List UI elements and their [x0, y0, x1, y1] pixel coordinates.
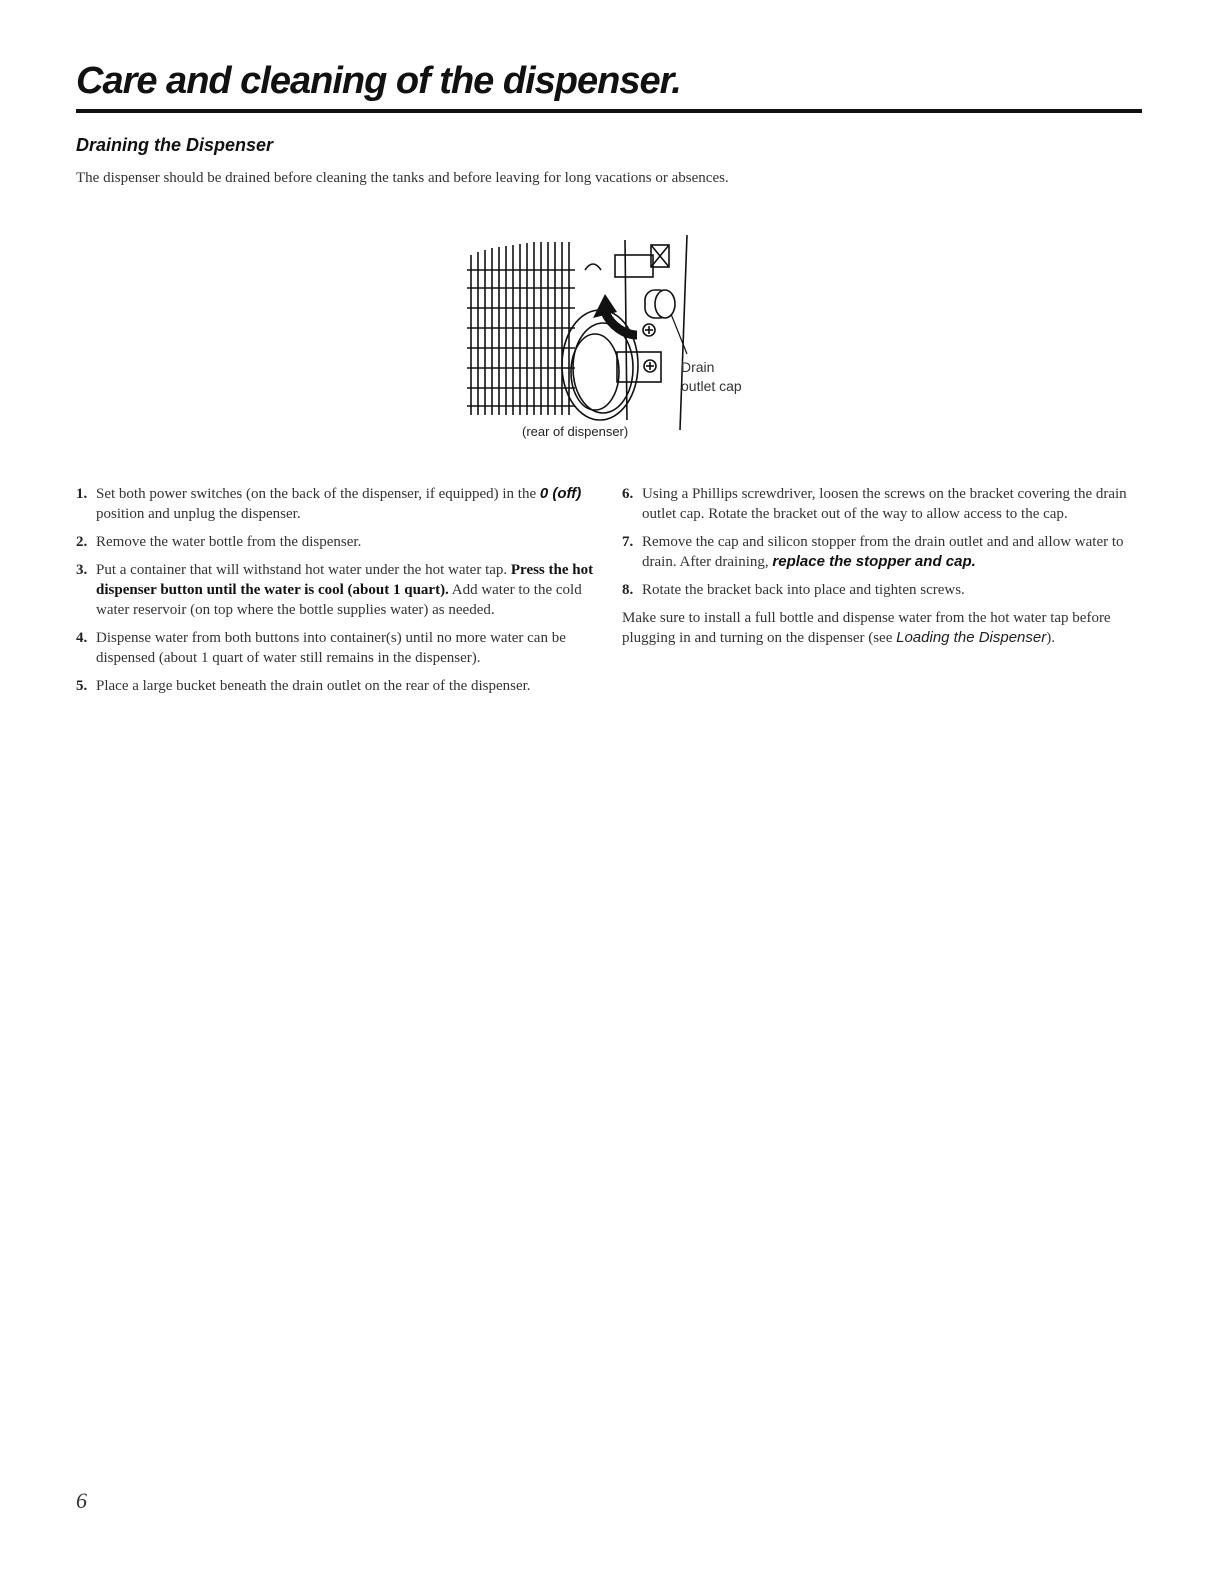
- replace-stopper-emphasis: replace the stopper and cap.: [772, 553, 976, 570]
- dispenser-rear-illustration: [465, 230, 765, 445]
- drain-outlet-cap: [645, 290, 675, 318]
- callout-line-2: outlet cap: [681, 378, 742, 394]
- step-number: 4.: [76, 630, 88, 646]
- step-text-part: position and unplug the dispenser.: [96, 506, 301, 522]
- grille-bars: [467, 242, 575, 415]
- step-1: [76, 484, 596, 524]
- step-5: [76, 676, 596, 696]
- step-4: [76, 628, 596, 668]
- step-text-part: Add water to the cold water reservoir (on top where the bottle supplies water) as needed.: [96, 582, 582, 618]
- step-text: Dispense water from both buttons into container(s) until no more water can be dispensed (about 1 quart of water still remains in the dispenser).: [96, 630, 566, 666]
- intro-paragraph: The dispenser should be drained before cleaning the tanks and before leaving for long vacations or absences.: [76, 170, 729, 186]
- upper-bracket: [585, 245, 669, 277]
- loading-dispenser-reference: Loading the Dispenser: [896, 629, 1047, 646]
- step-number: 1.: [76, 486, 88, 502]
- page-number: 6: [76, 1488, 87, 1513]
- step-text-part: Remove the cap and silicon stopper from the drain outlet and and allow water to drain. After draining,: [642, 534, 1124, 570]
- step-text-part: Set both power switches (on the back of the dispenser, if equipped) in the: [96, 486, 540, 502]
- step-text: Rotate the bracket back into place and tighten screws.: [642, 582, 965, 598]
- step-3: [76, 560, 596, 620]
- step-number: 6.: [622, 486, 634, 502]
- step-text: Using a Phillips screwdriver, loosen the screws on the bracket covering the drain outlet cap. Rotate the bracket out of the way to allow access to the cap.: [642, 486, 1127, 522]
- step-number: 8.: [622, 582, 634, 598]
- step-8: [622, 580, 1142, 600]
- step-text: Remove the water bottle from the dispenser.: [96, 534, 362, 550]
- figure-callout: [681, 358, 742, 396]
- callout-line-1: Drain: [681, 359, 715, 375]
- bold-instruction: Press the hot dispenser button until the water is cool (about 1 quart).: [96, 562, 594, 598]
- step-number: 7.: [622, 534, 634, 550]
- step-text: [96, 560, 596, 620]
- steps-right-column: [622, 484, 1142, 648]
- note-text-part: Make sure to install a full bottle and dispense water from the hot water tap before plugging in and turning on the dispenser (see: [622, 610, 1111, 646]
- step-2: [76, 532, 596, 552]
- step-text-part: Put a container that will withstand hot water under the hot water tap.: [96, 562, 511, 578]
- step-number: 2.: [76, 534, 88, 550]
- section-heading: Draining the Dispenser: [76, 135, 274, 155]
- closing-note: [622, 608, 1142, 648]
- title-rule: [76, 109, 1142, 113]
- steps-left-column: [76, 484, 596, 704]
- figure-caption: (rear of dispenser): [522, 424, 629, 439]
- step-text: [96, 484, 596, 524]
- off-position-emphasis: 0 (off): [539, 485, 582, 502]
- step-text: Place a large bucket beneath the drain outlet on the rear of the dispenser.: [96, 678, 531, 694]
- step-6: [622, 484, 1142, 524]
- step-number: 5.: [76, 678, 88, 694]
- step-number: 3.: [76, 562, 88, 578]
- page-title: Care and cleaning of the dispenser.: [76, 60, 681, 102]
- step-text: [642, 532, 1142, 572]
- step-7: [622, 532, 1142, 572]
- note-text-part: ).: [1046, 630, 1055, 646]
